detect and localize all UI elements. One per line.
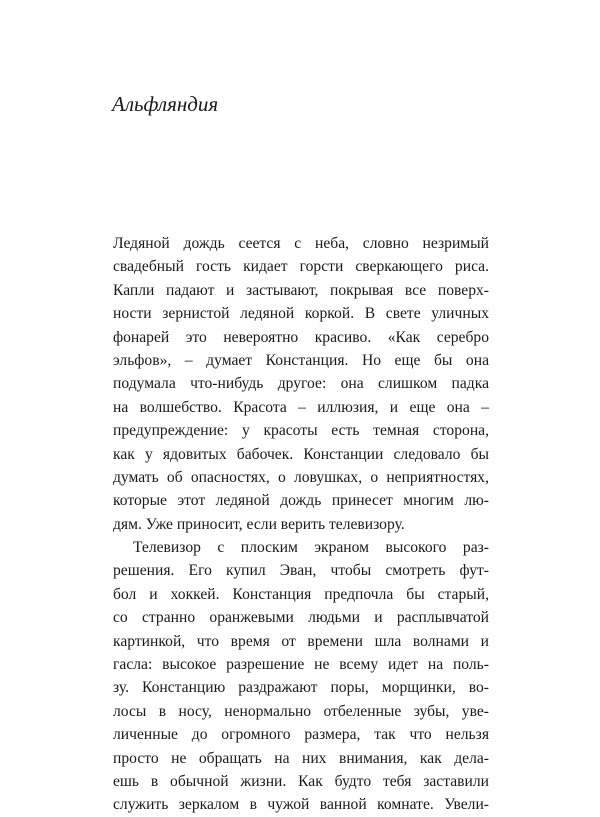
- text-line: бол и хоккей. Констанция предпочла бы старый,: [113, 585, 489, 603]
- text-line: Ледяной дождь сеется с неба, словно незримый: [113, 235, 489, 252]
- text-line: думать об опасностях, о ловушках, о неприятностях,: [113, 468, 489, 486]
- text-line: предупреждение: у красоты есть темная сторона,: [113, 422, 489, 440]
- text-line: подумала что-нибудь другое: она слишком падка: [113, 375, 489, 393]
- text-line: личенные до огромного размера, так что нельзя: [113, 726, 489, 744]
- text-line: которые этот ледяной дождь принесет многим лю-: [113, 492, 489, 510]
- text-line: гасла: высокое разрешение не всему идет на поль-: [113, 656, 489, 674]
- text-line: дям. Уже приносит, если верить телевизору.: [113, 515, 405, 533]
- text-line: фонарей это невероятно красиво. «Как серебро: [113, 328, 489, 346]
- text-line: как у ядовитых бабочек. Констанции следовало бы: [113, 445, 489, 463]
- text-line: свадебный гость кидает горсти сверкающего риса.: [113, 258, 489, 276]
- text-line: ешь в обычной жизни. Как будто тебя заставили: [113, 772, 489, 790]
- text-line: зу. Констанцию раздражают поры, морщинки, во-: [113, 679, 489, 697]
- text-line: Телевизор с плоским экраном высокого раз-: [133, 539, 489, 557]
- text-line: эльфов», – думает Констанция. Но еще бы она: [113, 351, 489, 369]
- text-line: картинкой, что время от времени шла волнами и: [113, 632, 489, 650]
- chapter-title: Альфляндия: [112, 92, 219, 116]
- text-line: решения. Его купил Эван, чтобы смотреть фут-: [113, 562, 489, 580]
- text-line: просто не обращать на них внимания, как дела-: [113, 749, 489, 767]
- text-line: лосы в носу, ненормально отбеленные зубы, уве-: [113, 702, 489, 720]
- body-text: [113, 232, 489, 817]
- text-line: Капли падают и застывают, покрывая все поверх-: [113, 281, 489, 299]
- text-line: ности зернистой ледяной коркой. В свете уличных: [113, 305, 489, 323]
- text-line: на волшебство. Красота – иллюзия, и еще она –: [113, 398, 489, 416]
- text-line: со странно оранжевыми людьми и расплывчатой: [113, 609, 489, 627]
- text-line: служить зеркалом в чужой ванной комнате. Увели-: [113, 796, 489, 814]
